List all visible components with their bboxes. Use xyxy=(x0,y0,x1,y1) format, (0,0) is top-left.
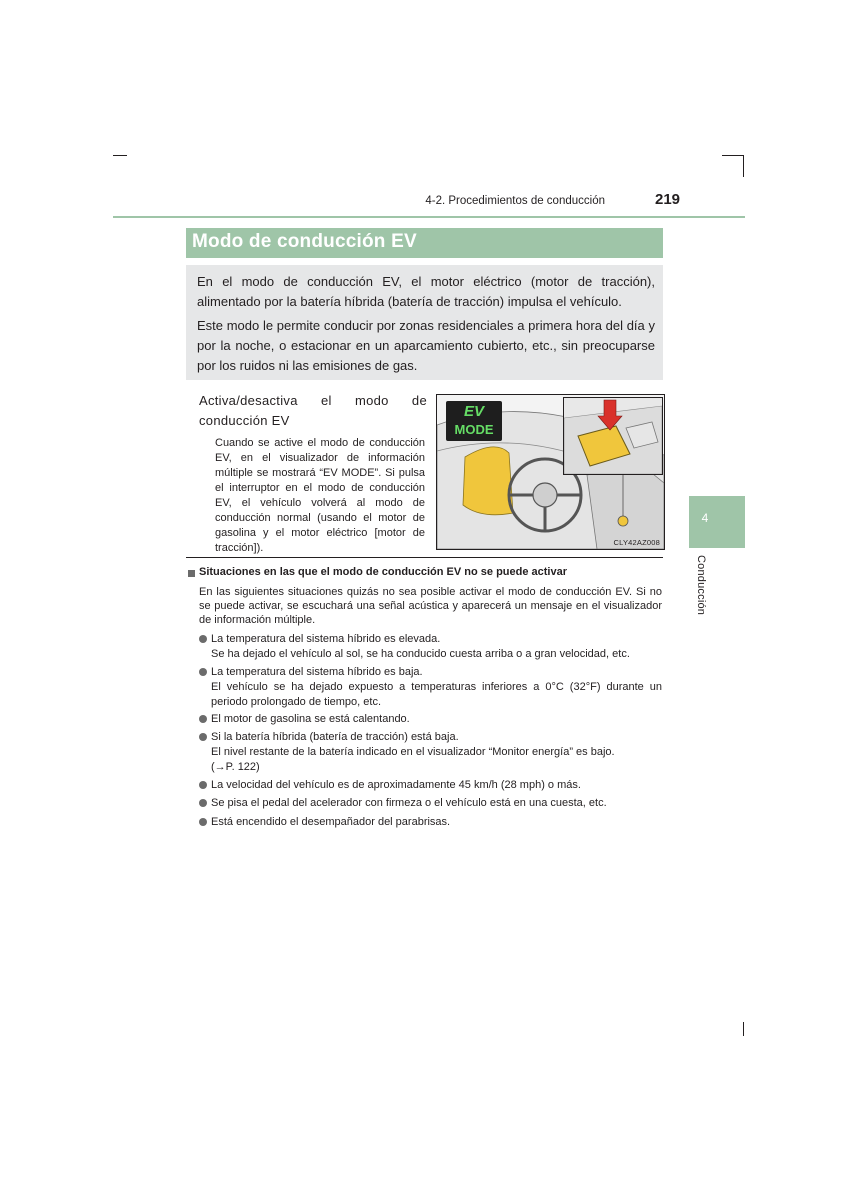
list-item-detail: El nivel restante de la batería indicado en el visualizador “Monitor energía” es bajo. xyxy=(211,746,615,758)
title-bar xyxy=(186,228,663,258)
ev-switch-drawing xyxy=(564,398,662,474)
list-item xyxy=(199,815,662,830)
list-item-text: Si la batería híbrida (batería de tracción) está baja. xyxy=(211,731,459,743)
ev-switch-inset xyxy=(563,397,663,475)
section-intro: En las siguientes situaciones quizás no sea posible activar el modo de conducción EV. Si no se puede activar, se escuchará una señal acústica y aparecerá un mensaje en el visualizador de información múltiple. xyxy=(199,586,662,626)
bullet-icon xyxy=(199,799,207,807)
intro-box xyxy=(186,265,663,380)
dashboard-illustration xyxy=(436,394,665,550)
list-item xyxy=(199,665,662,710)
ev-switch-location xyxy=(618,516,628,526)
list-item xyxy=(199,730,662,775)
page-number: 219 xyxy=(655,191,681,208)
section-header: 4-2. Procedimientos de conducción xyxy=(425,195,605,207)
ev-indicator-line2: MODE xyxy=(454,422,494,437)
list-item-detail: El vehículo se ha dejado expuesto a temperaturas inferiores a 0°C (32°F) durante un periodo prolongado de tiempo, etc. xyxy=(211,681,662,708)
square-bullet-icon xyxy=(188,570,195,577)
section-rule xyxy=(186,557,663,558)
chapter-label-text: Conducción xyxy=(695,555,707,616)
step-description: Cuando se active el modo de conducción EV, en el visualizador de información múltiple se mostrará “EV MODE”. Si pulsa el interruptor en el modo de conducción EV, el vehículo volverá al modo de conducción normal (usando el motor de gasolina y el motor eléctrico [motor de tracción]). xyxy=(215,437,425,554)
ev-indicator-line1: EV xyxy=(463,403,484,420)
page-title: Modo de conducción EV xyxy=(192,231,417,252)
chapter-tab[interactable] xyxy=(689,496,745,548)
intro-paragraph-1: En el modo de conducción EV, el motor eléctrico (motor de tracción), alimentado por la batería híbrida (batería de tracción) impulsa el vehículo. xyxy=(197,274,655,309)
bullet-icon xyxy=(199,818,207,826)
chapter-label xyxy=(694,556,708,626)
crop-mark xyxy=(743,155,744,177)
ev-mode-indicator xyxy=(446,401,502,441)
header-rule xyxy=(113,216,745,218)
list-item-text: Está encendido el desempañador del parabrisas. xyxy=(211,816,451,828)
list-item-text: Se pisa el pedal del acelerador con firmeza o el vehículo está en una cuesta, etc. xyxy=(211,797,607,809)
bullet-icon xyxy=(199,635,207,643)
intro-paragraph-2: Este modo le permite conducir por zonas residenciales a primera hora del día y por la noche, o estacionar en un aparcamiento cubierto, etc., sin preocuparse por los ruidos ni las emisiones de gas. xyxy=(197,318,655,373)
list-item-text: La temperatura del sistema híbrido es baja. xyxy=(211,666,423,678)
list-item-text: La temperatura del sistema híbrido es elevada. xyxy=(211,633,441,645)
crop-mark xyxy=(743,1022,744,1036)
section-heading: Situaciones en las que el modo de conducción EV no se puede activar xyxy=(199,566,567,578)
list-item-text: La velocidad del vehículo es de aproximadamente 45 km/h (28 mph) o más. xyxy=(211,779,581,791)
list-item xyxy=(199,632,662,662)
list-item xyxy=(199,712,662,727)
console-outline xyxy=(587,465,664,549)
crop-mark xyxy=(113,155,127,156)
list-item-text: El motor de gasolina se está calentando. xyxy=(211,713,410,725)
bullet-icon xyxy=(199,715,207,723)
list-item xyxy=(199,796,662,811)
meter-highlight xyxy=(463,447,513,515)
crop-mark xyxy=(722,155,744,156)
bullet-icon xyxy=(199,781,207,789)
list-item xyxy=(199,778,662,793)
steering-hub xyxy=(533,483,557,507)
bullet-icon xyxy=(199,733,207,741)
bullet-icon xyxy=(199,668,207,676)
chapter-number: 4 xyxy=(701,511,709,525)
step-title: Activa/desactiva el modo de conducción EV xyxy=(199,393,427,428)
page-reference-link[interactable]: (→P. 122) xyxy=(211,761,260,773)
list-item-detail: Se ha dejado el vehículo al sol, se ha conducido cuesta arriba o a gran velocidad, etc. xyxy=(211,648,630,660)
illustration-code: CLY42AZ008 xyxy=(613,538,660,547)
